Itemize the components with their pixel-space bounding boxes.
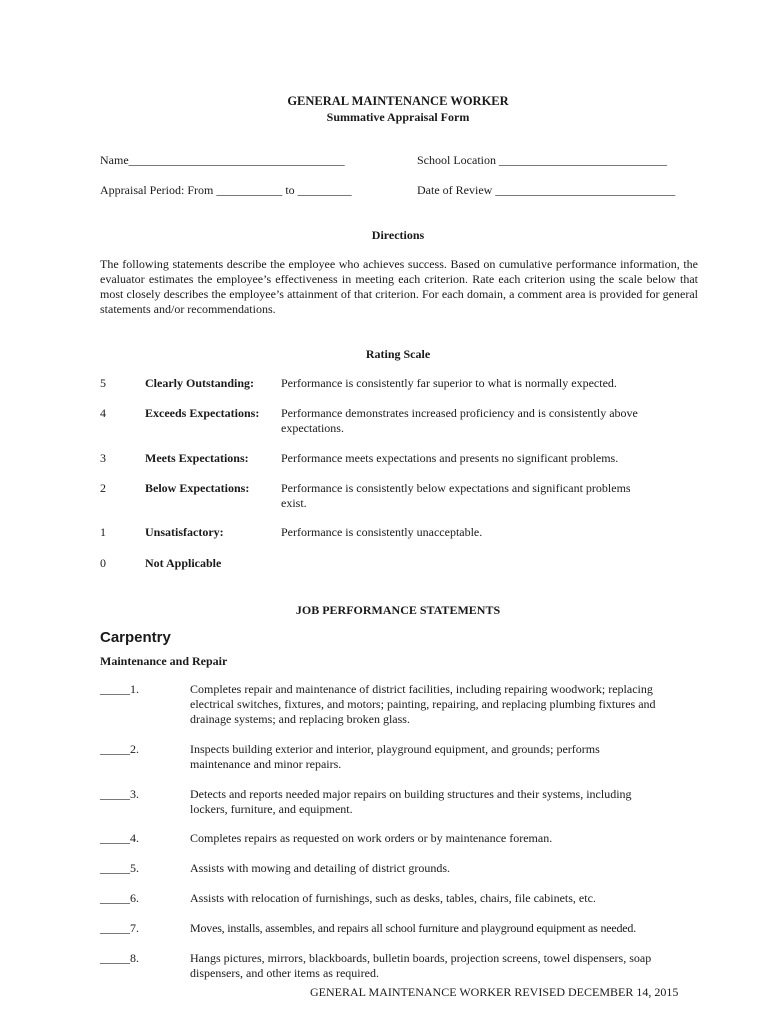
statement-rating-blank[interactable]: _____6.: [100, 891, 139, 905]
statement-rating-blank[interactable]: _____7.: [100, 921, 139, 935]
rating-label: Meets Expectations:: [145, 451, 249, 465]
rating-description: Performance is consistently below expectations and significant problems exist.: [281, 481, 631, 510]
statement-rating-blank[interactable]: _____5.: [100, 861, 139, 875]
statement-rating-blank[interactable]: _____8.: [100, 951, 139, 965]
rating-score: 5: [100, 376, 106, 390]
rating-score: 1: [100, 525, 106, 539]
statement-text: Detects and reports needed major repairs on building structures and their systems, including lockers, furniture, and equipment.: [190, 787, 632, 816]
statement-text: Completes repairs as requested on work orders or by maintenance foreman.: [190, 831, 553, 845]
statement-text: Assists with mowing and detailing of district grounds.: [190, 861, 450, 875]
job-performance-heading: JOB PERFORMANCE STATEMENTS: [295, 603, 501, 617]
statement-rating-blank[interactable]: _____1.: [100, 682, 139, 696]
statement-text: Completes repair and maintenance of district facilities, including repairing woodwork; replacing electrical switches, fixtures, and motors; painting, repairing, and replacing plumbing fixtures and drainage systems; and replacing broken glass.: [190, 682, 656, 726]
subdomain-heading: Maintenance and Repair: [100, 654, 228, 668]
statement-rating-blank[interactable]: _____3.: [100, 787, 139, 801]
statement-rating-blank[interactable]: _____4.: [100, 831, 139, 845]
rating-label: Exceeds Expectations:: [145, 406, 260, 420]
form-subtitle: Summative Appraisal Form: [326, 110, 470, 124]
directions-heading: Directions: [371, 228, 425, 242]
rating-score: 4: [100, 406, 106, 420]
name-field[interactable]: Name____________________________________: [100, 153, 345, 167]
statement-text: Inspects building exterior and interior, playground equipment, and grounds; performs maintenance and minor repairs.: [190, 742, 600, 771]
rating-description: Performance is consistently unacceptable.: [281, 525, 483, 539]
rating-label: Not Applicable: [145, 556, 222, 570]
statement-text: Hangs pictures, mirrors, blackboards, bulletin boards, projection screens, towel dispensers, soap dispensers, and other items as required.: [190, 951, 652, 980]
directions-text: The following statements describe the employee who achieves success. Based on cumulative performance information, the evaluator estimates the employee’s effectiveness in meeting each criterion. Rate each criterion using the scale below that most closely describes the employee’s attainment of that criterion. For each domain, a comment area is provided for general statements and/or recommendations.: [100, 257, 698, 316]
statement-text: Assists with relocation of furnishings, such as desks, tables, chairs, file cabinets, etc.: [190, 891, 596, 905]
rating-description: Performance is consistently far superior to what is normally expected.: [281, 376, 617, 390]
rating-description: Performance meets expectations and presents no significant problems.: [281, 451, 619, 465]
school-location-field[interactable]: School Location ____________________________: [417, 153, 667, 167]
rating-label: Below Expectations:: [145, 481, 250, 495]
date-of-review-field[interactable]: Date of Review ______________________________: [417, 183, 676, 197]
rating-description: Performance demonstrates increased proficiency and is consistently above expectations.: [281, 406, 638, 435]
rating-score: 0: [100, 556, 106, 570]
rating-score: 3: [100, 451, 106, 465]
page-footer: GENERAL MAINTENANCE WORKER REVISED DECEMBER 14, 2015: [310, 985, 679, 999]
domain-heading: Carpentry: [100, 629, 171, 646]
statement-rating-blank[interactable]: _____2.: [100, 742, 139, 756]
statement-text: Moves, installs, assembles, and repairs all school furniture and playground equipment as needed.: [190, 921, 637, 935]
appraisal-period-field[interactable]: Appraisal Period: From ___________ to _________: [100, 183, 352, 197]
rating-label: Unsatisfactory:: [145, 525, 224, 539]
form-title: GENERAL MAINTENANCE WORKER: [287, 94, 509, 108]
rating-label: Clearly Outstanding:: [145, 376, 255, 390]
rating-scale-heading: Rating Scale: [365, 347, 431, 361]
rating-score: 2: [100, 481, 106, 495]
